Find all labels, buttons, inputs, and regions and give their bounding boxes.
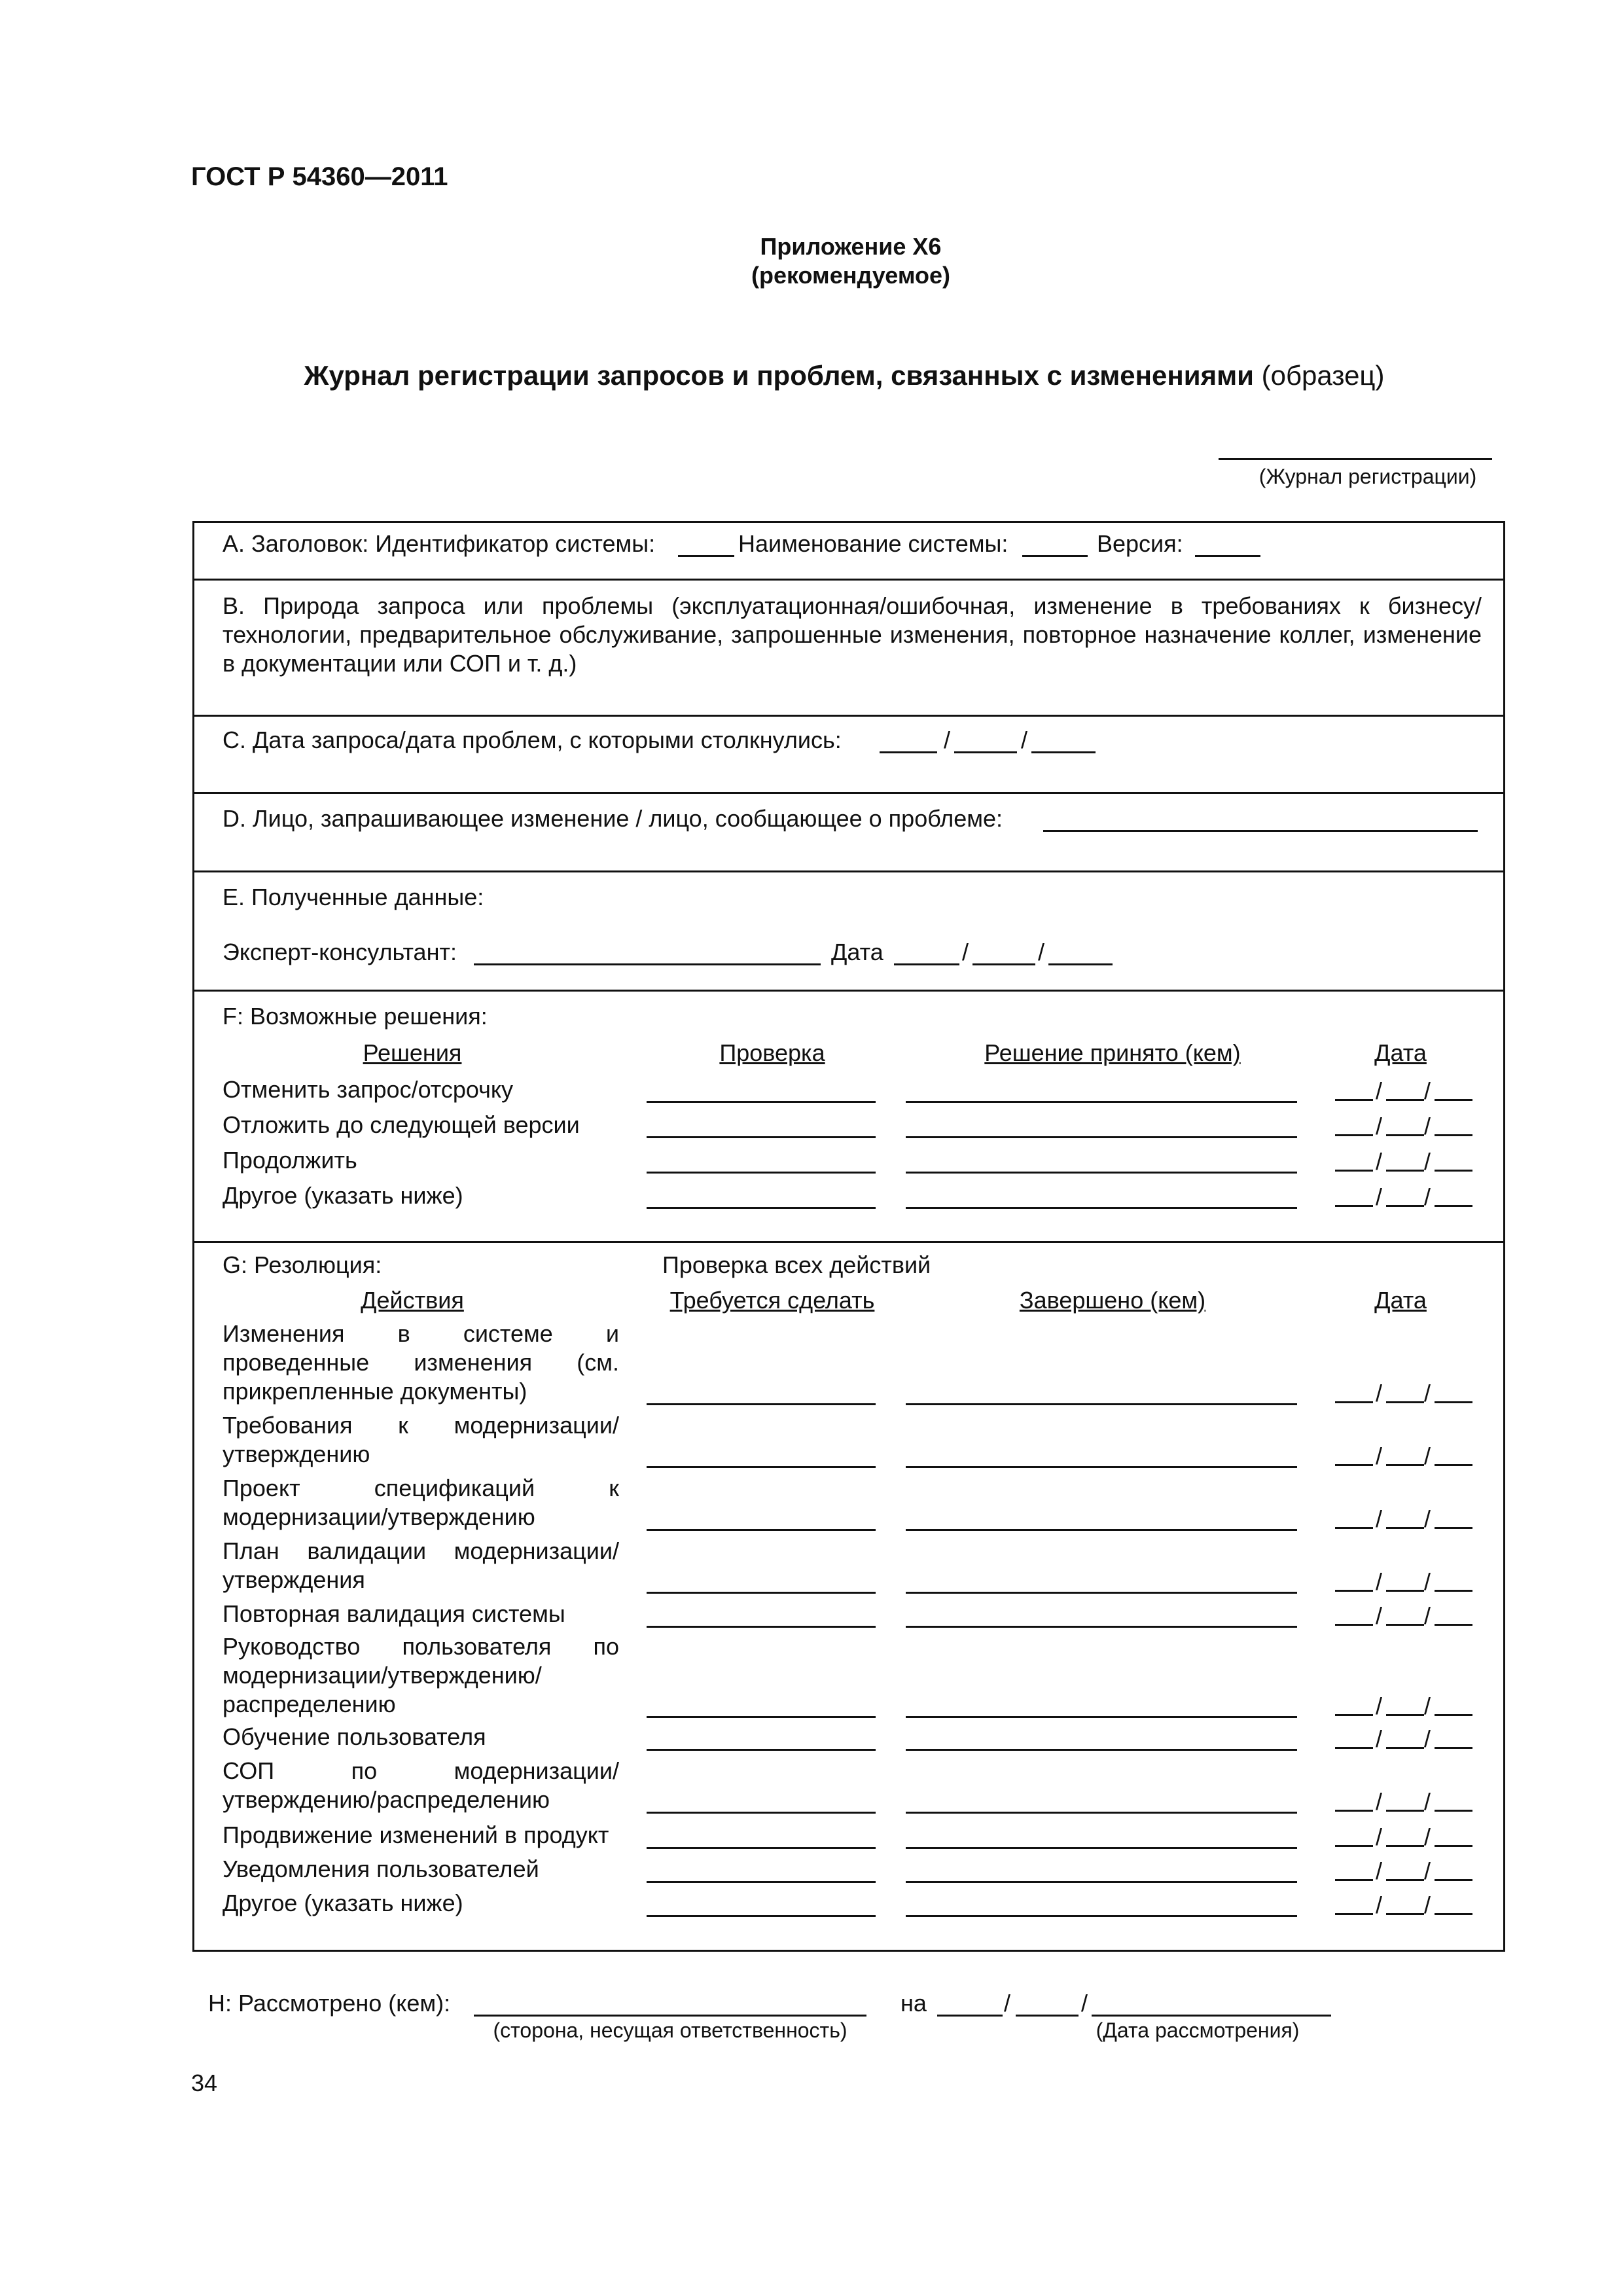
f-row-date-field-part-1[interactable] bbox=[1386, 1170, 1424, 1172]
g-row-date-field-sep-0: / bbox=[1376, 1788, 1383, 1815]
f-col-solutions: Решения bbox=[363, 1039, 462, 1066]
g-row-date-field-part-2[interactable] bbox=[1435, 1401, 1472, 1403]
section-c-label: С. Дата запроса/дата проблем, с которыми столкнулись: bbox=[223, 726, 842, 753]
f-row-date-field-sep-1: / bbox=[1424, 1148, 1431, 1175]
g-row-date-field[interactable] bbox=[1335, 1505, 1472, 1532]
g-check-header: Проверка всех действий bbox=[662, 1251, 931, 1278]
g-row-date-field[interactable] bbox=[1335, 1788, 1472, 1815]
g-row-date-field-sep-1: / bbox=[1424, 1857, 1431, 1884]
g-row-label: СОП по модернизации/утверждению/распределению bbox=[223, 1757, 619, 1813]
g-row-date-field-sep-1: / bbox=[1424, 1823, 1431, 1850]
g-row-date-field-sep-0: / bbox=[1376, 1568, 1383, 1595]
f-row-check-field[interactable] bbox=[647, 1172, 876, 1174]
g-row-date-field-sep-0: / bbox=[1376, 1892, 1383, 1918]
g-row-date-field-part-2[interactable] bbox=[1435, 1810, 1472, 1812]
g-row-date-field-sep-0: / bbox=[1376, 1857, 1383, 1884]
divider-e bbox=[194, 990, 1504, 992]
version-label: Версия: bbox=[1097, 530, 1183, 557]
g-row-todo-field[interactable] bbox=[647, 1626, 876, 1628]
f-row-date-field-part-2[interactable] bbox=[1435, 1205, 1472, 1207]
section-h-label: Н: Рассмотрено (кем): bbox=[208, 1990, 451, 2017]
h-day-field[interactable] bbox=[937, 2015, 1003, 2017]
g-row-date-field-part-1[interactable] bbox=[1386, 1845, 1424, 1847]
f-row-date-field[interactable] bbox=[1335, 1113, 1472, 1139]
e-year-field[interactable] bbox=[1048, 963, 1113, 965]
f-row-decided-field[interactable] bbox=[906, 1207, 1297, 1209]
g-row-done-field[interactable] bbox=[906, 1812, 1297, 1814]
divider-d bbox=[194, 870, 1504, 872]
g-row-date-field[interactable] bbox=[1335, 1443, 1472, 1469]
g-row-todo-field[interactable] bbox=[647, 1403, 876, 1405]
g-row-date-field-sep-1: / bbox=[1424, 1788, 1431, 1815]
f-row-date-field-sep-1: / bbox=[1424, 1077, 1431, 1104]
g-row-date-field-part-0[interactable] bbox=[1335, 1527, 1373, 1529]
journal-title-suffix: (образец) bbox=[1261, 360, 1385, 391]
g-row-date-field-sep-1: / bbox=[1424, 1693, 1431, 1719]
appendix-title: Приложение Х6 bbox=[760, 233, 942, 260]
g-row-date-field-part-1[interactable] bbox=[1386, 1810, 1424, 1812]
g-row-done-field[interactable] bbox=[906, 1749, 1297, 1751]
g-row-label: Продвижение изменений в продукт bbox=[223, 1821, 609, 1848]
expert-label: Эксперт-консультант: bbox=[223, 939, 457, 965]
f-row-date-field[interactable] bbox=[1335, 1148, 1472, 1175]
g-row-label: Изменения в системе и проведенные изменения (см. прикрепленные документы) bbox=[223, 1320, 619, 1405]
g-row-date-field-part-0[interactable] bbox=[1335, 1590, 1373, 1592]
g-row-date-field-sep-1: / bbox=[1424, 1443, 1431, 1469]
expert-field[interactable] bbox=[474, 963, 821, 965]
g-row-label: Обучение пользователя bbox=[223, 1723, 486, 1750]
section-g-label: G: Резолюция: bbox=[223, 1251, 382, 1278]
divider-f bbox=[194, 1241, 1504, 1243]
g-row-date-field-part-0[interactable] bbox=[1335, 1879, 1373, 1881]
f-row-date-field-sep-1: / bbox=[1424, 1113, 1431, 1139]
g-row-date-field[interactable] bbox=[1335, 1602, 1472, 1629]
journal-reg-caption: (Журнал регистрации) bbox=[1258, 465, 1477, 488]
g-row-date-field-part-0[interactable] bbox=[1335, 1810, 1373, 1812]
g-row-done-field[interactable] bbox=[906, 1466, 1297, 1468]
g-row-done-field[interactable] bbox=[906, 1529, 1297, 1531]
g-row-date-field-sep-0: / bbox=[1376, 1725, 1383, 1752]
section-e-label: Е. Полученные данные: bbox=[223, 884, 484, 910]
section-a-prefix: А. Заголовок: Идентификатор системы: bbox=[223, 530, 656, 557]
g-row-done-field[interactable] bbox=[906, 1403, 1297, 1405]
g-row-date-field-part-0[interactable] bbox=[1335, 1624, 1373, 1626]
g-row-todo-field[interactable] bbox=[647, 1749, 876, 1751]
g-row-date-field-part-0[interactable] bbox=[1335, 1714, 1373, 1716]
f-row-date-field-part-1[interactable] bbox=[1386, 1134, 1424, 1136]
g-row-todo-field[interactable] bbox=[647, 1592, 876, 1594]
f-row-date-field-part-1[interactable] bbox=[1386, 1099, 1424, 1101]
g-row-date-field-sep-0: / bbox=[1376, 1602, 1383, 1629]
f-row-date-field-sep-1: / bbox=[1424, 1183, 1431, 1210]
f-row-decided-field[interactable] bbox=[906, 1101, 1297, 1103]
appendix-subtitle: (рекомендуемое) bbox=[751, 262, 950, 289]
g-row-date-field[interactable] bbox=[1335, 1380, 1472, 1407]
g-row-date-field-part-0[interactable] bbox=[1335, 1913, 1373, 1915]
g-row-date-field-part-0[interactable] bbox=[1335, 1747, 1373, 1749]
g-row-date-field-part-1[interactable] bbox=[1386, 1527, 1424, 1529]
g-row-label: План валидации модернизации/ утверждения bbox=[223, 1537, 619, 1593]
f-row-decided-field[interactable] bbox=[906, 1136, 1297, 1138]
f-row-date-field-part-2[interactable] bbox=[1435, 1170, 1472, 1172]
g-col-actions: Действия bbox=[361, 1287, 464, 1314]
g-row-date-field-part-2[interactable] bbox=[1435, 1845, 1472, 1847]
g-row-date-field-sep-1: / bbox=[1424, 1505, 1431, 1532]
g-row-date-field[interactable] bbox=[1335, 1693, 1472, 1719]
f-row-check-field[interactable] bbox=[647, 1207, 876, 1209]
version-field[interactable] bbox=[1195, 555, 1260, 557]
g-row-label: Другое (указать ниже) bbox=[223, 1890, 463, 1916]
g-col-date: Дата bbox=[1374, 1287, 1427, 1314]
f-row-check-field[interactable] bbox=[647, 1101, 876, 1103]
g-row-date-field-part-1[interactable] bbox=[1386, 1747, 1424, 1749]
f-row-date-field[interactable] bbox=[1335, 1077, 1472, 1104]
g-row-todo-field[interactable] bbox=[647, 1716, 876, 1718]
g-row-label: Требования к модернизации/ утверждению bbox=[223, 1412, 619, 1467]
g-row-label: Уведомления пользователей bbox=[223, 1856, 539, 1882]
section-b-text: В. Природа запроса или проблемы (эксплуатационная/ошибочная, изменение в требованиях к бизнесу/технологии, предварительное обслуживание, запрошенные изменения, повторное назначение коллег, изменение в документации или СОП и т. д.) bbox=[223, 592, 1482, 677]
f-row-label: Другое (указать ниже) bbox=[223, 1182, 463, 1209]
e-date-label: Дата bbox=[831, 939, 883, 965]
g-row-date-field-sep-0: / bbox=[1376, 1693, 1383, 1719]
system-id-field[interactable] bbox=[678, 555, 734, 557]
f-row-date-field-part-0[interactable] bbox=[1335, 1134, 1373, 1136]
f-row-date-field-part-1[interactable] bbox=[1386, 1205, 1424, 1207]
g-row-todo-field[interactable] bbox=[647, 1812, 876, 1814]
g-row-date-field-part-2[interactable] bbox=[1435, 1624, 1472, 1626]
c-sep-1: / bbox=[944, 726, 951, 753]
g-row-date-field-part-1[interactable] bbox=[1386, 1624, 1424, 1626]
g-row-done-field[interactable] bbox=[906, 1847, 1297, 1849]
f-row-date-field[interactable] bbox=[1335, 1183, 1472, 1210]
h-month-field[interactable] bbox=[1016, 2015, 1079, 2017]
c-sep-2: / bbox=[1021, 726, 1028, 753]
f-row-date-field-part-0[interactable] bbox=[1335, 1099, 1373, 1101]
g-row-date-field-sep-1: / bbox=[1424, 1602, 1431, 1629]
g-row-date-field-part-2[interactable] bbox=[1435, 1464, 1472, 1466]
g-row-label: Проект спецификаций к модернизации/утверждению bbox=[223, 1475, 619, 1530]
e-sep-2: / bbox=[1038, 939, 1045, 965]
g-row-todo-field[interactable] bbox=[647, 1881, 876, 1883]
g-row-date-field-part-2[interactable] bbox=[1435, 1879, 1472, 1881]
c-year-field[interactable] bbox=[1031, 751, 1096, 753]
g-row-date-field-part-1[interactable] bbox=[1386, 1879, 1424, 1881]
divider-a bbox=[194, 579, 1504, 581]
f-row-date-field-part-0[interactable] bbox=[1335, 1170, 1373, 1172]
g-row-done-field[interactable] bbox=[906, 1716, 1297, 1718]
journal-reg-blank[interactable] bbox=[1219, 458, 1492, 460]
journal-title bbox=[0, 360, 1623, 391]
g-row-date-field-part-0[interactable] bbox=[1335, 1845, 1373, 1847]
review-date-caption: (Дата рассмотрения) bbox=[1096, 2018, 1300, 2042]
system-name-label: Наименование системы: bbox=[738, 530, 1008, 557]
g-row-date-field-part-1[interactable] bbox=[1386, 1714, 1424, 1716]
standard-code: ГОСТ Р 54360—2011 bbox=[191, 162, 448, 191]
f-row-label: Отложить до следующей версии bbox=[223, 1111, 580, 1138]
g-row-date-field-part-2[interactable] bbox=[1435, 1527, 1472, 1529]
f-col-check: Проверка bbox=[719, 1039, 825, 1066]
h-sep-2: / bbox=[1081, 1990, 1088, 2017]
g-row-label: Руководство пользователя по модернизации/утверждению/распределению bbox=[223, 1633, 619, 1717]
f-row-date-field-part-0[interactable] bbox=[1335, 1205, 1373, 1207]
section-f-label: F: Возможные решения: bbox=[223, 1003, 488, 1030]
c-month-field[interactable] bbox=[954, 751, 1017, 753]
h-sep-1: / bbox=[1004, 1990, 1011, 2017]
g-row-date-field[interactable] bbox=[1335, 1823, 1472, 1850]
g-row-date-field-part-1[interactable] bbox=[1386, 1590, 1424, 1592]
divider-c bbox=[194, 792, 1504, 794]
g-row-todo-field[interactable] bbox=[647, 1529, 876, 1531]
e-day-field[interactable] bbox=[894, 963, 959, 965]
g-row-date-field-part-2[interactable] bbox=[1435, 1747, 1472, 1749]
g-row-date-field-sep-0: / bbox=[1376, 1823, 1383, 1850]
f-row-date-field-part-2[interactable] bbox=[1435, 1099, 1472, 1101]
g-row-date-field-part-1[interactable] bbox=[1386, 1401, 1424, 1403]
divider-b bbox=[194, 715, 1504, 717]
section-d-label: D. Лицо, запрашивающее изменение / лицо, сообщающее о проблеме: bbox=[223, 805, 1003, 832]
e-month-field[interactable] bbox=[972, 963, 1035, 965]
g-row-done-field[interactable] bbox=[906, 1881, 1297, 1883]
f-row-date-field-part-2[interactable] bbox=[1435, 1134, 1472, 1136]
g-row-date-field-sep-0: / bbox=[1376, 1380, 1383, 1407]
f-row-check-field[interactable] bbox=[647, 1136, 876, 1138]
g-row-todo-field[interactable] bbox=[647, 1466, 876, 1468]
g-row-done-field[interactable] bbox=[906, 1626, 1297, 1628]
g-row-date-field-part-1[interactable] bbox=[1386, 1913, 1424, 1915]
g-row-date-field-sep-1: / bbox=[1424, 1568, 1431, 1595]
g-row-date-field[interactable] bbox=[1335, 1892, 1472, 1918]
g-row-date-field-part-2[interactable] bbox=[1435, 1714, 1472, 1716]
f-col-date: Дата bbox=[1374, 1039, 1427, 1066]
f-col-decided-by: Решение принято (кем) bbox=[984, 1039, 1241, 1066]
f-row-label: Продолжить bbox=[223, 1147, 357, 1174]
g-row-done-field[interactable] bbox=[906, 1592, 1297, 1594]
g-col-done-by: Завершено (кем) bbox=[1019, 1287, 1206, 1314]
c-day-field[interactable] bbox=[880, 751, 937, 753]
f-row-date-field-sep-0: / bbox=[1376, 1077, 1383, 1104]
g-row-date-field-part-2[interactable] bbox=[1435, 1590, 1472, 1592]
g-row-date-field-part-2[interactable] bbox=[1435, 1913, 1472, 1915]
f-row-label: Отменить запрос/отсрочку bbox=[223, 1076, 514, 1103]
journal-title-main: Журнал регистрации запросов и проблем, связанных с изменениями bbox=[304, 360, 1254, 391]
g-col-todo: Требуется сделать bbox=[669, 1287, 875, 1314]
g-row-date-field-part-1[interactable] bbox=[1386, 1464, 1424, 1466]
g-row-todo-field[interactable] bbox=[647, 1915, 876, 1917]
g-row-date-field-part-0[interactable] bbox=[1335, 1464, 1373, 1466]
g-row-date-field-sep-0: / bbox=[1376, 1505, 1383, 1532]
g-row-date-field-sep-1: / bbox=[1424, 1892, 1431, 1918]
h-on-label: на bbox=[901, 1990, 927, 2017]
requester-field[interactable] bbox=[1043, 830, 1478, 832]
g-row-date-field-sep-0: / bbox=[1376, 1443, 1383, 1469]
f-row-date-field-sep-0: / bbox=[1376, 1183, 1383, 1210]
g-row-date-field-sep-1: / bbox=[1424, 1380, 1431, 1407]
g-row-date-field[interactable] bbox=[1335, 1725, 1472, 1752]
g-row-label: Повторная валидация системы bbox=[223, 1600, 565, 1627]
g-row-date-field[interactable] bbox=[1335, 1857, 1472, 1884]
g-row-done-field[interactable] bbox=[906, 1915, 1297, 1917]
e-sep-1: / bbox=[962, 939, 969, 965]
f-row-date-field-sep-0: / bbox=[1376, 1148, 1383, 1175]
g-row-todo-field[interactable] bbox=[647, 1847, 876, 1849]
system-name-field[interactable] bbox=[1022, 555, 1088, 557]
reviewed-by-field[interactable] bbox=[474, 2015, 866, 2017]
g-row-date-field-part-0[interactable] bbox=[1335, 1401, 1373, 1403]
f-row-date-field-sep-0: / bbox=[1376, 1113, 1383, 1139]
party-caption: (сторона, несущая ответственность) bbox=[493, 2018, 847, 2042]
g-row-date-field[interactable] bbox=[1335, 1568, 1472, 1595]
g-row-date-field-sep-1: / bbox=[1424, 1725, 1431, 1752]
f-row-decided-field[interactable] bbox=[906, 1172, 1297, 1174]
h-year-field[interactable] bbox=[1092, 2015, 1331, 2017]
page-number: 34 bbox=[191, 2070, 218, 2096]
